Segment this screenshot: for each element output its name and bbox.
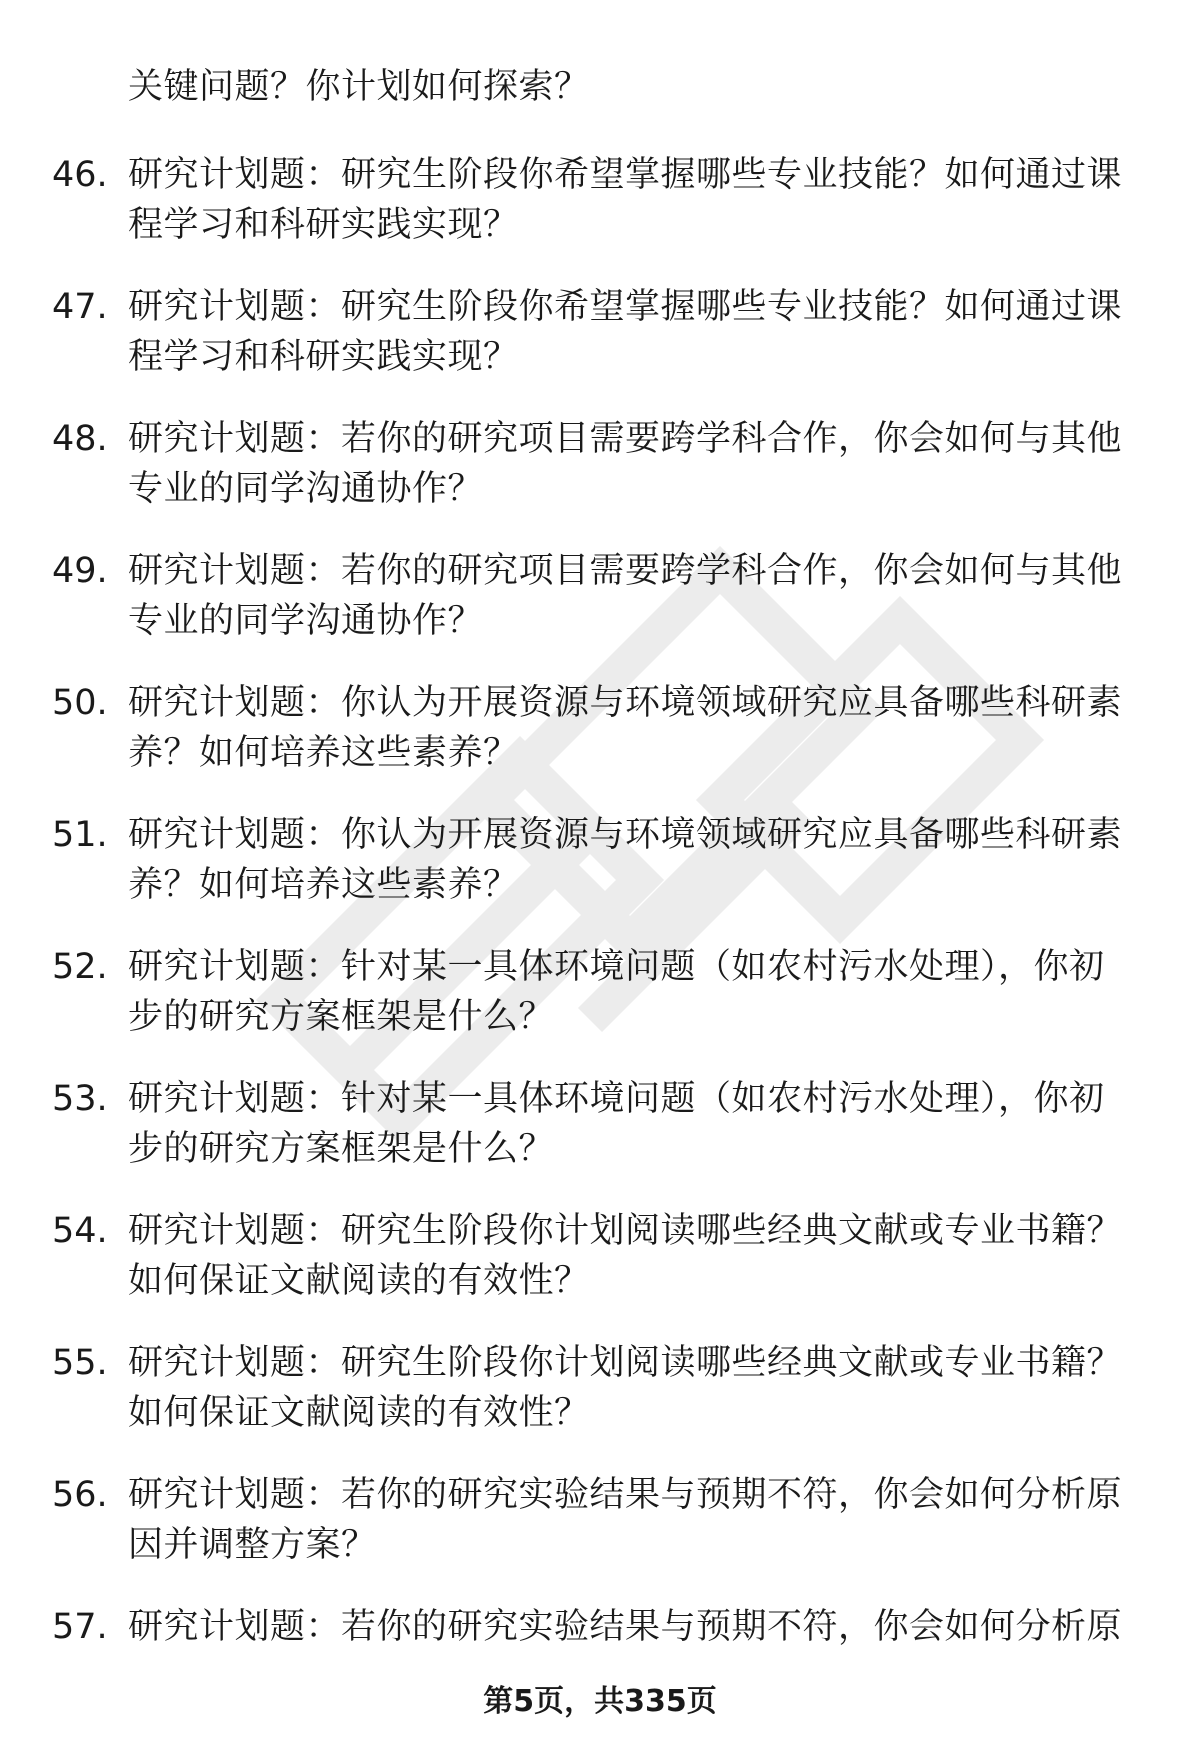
question-text: 研究计划题：若你的研究实验结果与预期不符，你会如何分析原	[128, 1607, 1123, 1647]
list-item	[0, 942, 1200, 1074]
question-text: 研究计划题：研究生阶段你希望掌握哪些专业技能？如何通过课程学习和科研实践实现？	[128, 155, 1123, 245]
question-text: 研究计划题：若你的研究实验结果与预期不符，你会如何分析原因并调整方案？	[128, 1475, 1123, 1565]
list-item	[0, 546, 1200, 678]
page-footer: 第5页，共335页	[483, 1684, 717, 1719]
question-number: 55.	[52, 1343, 108, 1383]
question-number: 52.	[52, 947, 108, 987]
question-text: 研究计划题：若你的研究项目需要跨学科合作，你会如何与其他专业的同学沟通协作？	[128, 551, 1123, 641]
question-number: 47.	[52, 287, 108, 327]
question-text: 研究计划题：研究生阶段你希望掌握哪些专业技能？如何通过课程学习和科研实践实现？	[128, 287, 1123, 377]
question-text: 研究计划题：你认为开展资源与环境领域研究应具备哪些科研素养？如何培养这些素养？	[128, 815, 1123, 905]
list-item	[0, 1338, 1200, 1470]
question-list	[0, 150, 1200, 1734]
question-number: 57.	[52, 1607, 108, 1647]
list-item	[0, 282, 1200, 414]
question-number: 48.	[52, 419, 108, 459]
question-number: 53.	[52, 1079, 108, 1119]
list-item	[0, 810, 1200, 942]
question-number: 49.	[52, 551, 108, 591]
question-number: 46.	[52, 155, 108, 195]
list-item	[0, 678, 1200, 810]
question-text: 研究计划题：针对某一具体环境问题（如农村污水处理），你初步的研究方案框架是什么？	[128, 947, 1105, 1037]
question-text: 研究计划题：你认为开展资源与环境领域研究应具备哪些科研素养？如何培养这些素养？	[128, 683, 1123, 773]
question-number: 50.	[52, 683, 108, 723]
question-number: 51.	[52, 815, 108, 855]
list-item	[0, 1074, 1200, 1206]
list-item	[0, 150, 1200, 282]
question-text: 研究计划题：若你的研究项目需要跨学科合作，你会如何与其他专业的同学沟通协作？	[128, 419, 1123, 509]
question-number: 54.	[52, 1211, 108, 1251]
question-text: 研究计划题：研究生阶段你计划阅读哪些经典文献或专业书籍？如何保证文献阅读的有效性？	[128, 1343, 1123, 1433]
list-item	[0, 414, 1200, 546]
question-number: 56.	[52, 1475, 108, 1515]
question-text: 研究计划题：研究生阶段你计划阅读哪些经典文献或专业书籍？如何保证文献阅读的有效性？	[128, 1211, 1123, 1301]
continued-question-text: 关键问题？你计划如何探索？	[128, 67, 590, 107]
list-item	[0, 1206, 1200, 1338]
list-item	[0, 1470, 1200, 1602]
question-text: 研究计划题：针对某一具体环境问题（如农村污水处理），你初步的研究方案框架是什么？	[128, 1079, 1105, 1169]
